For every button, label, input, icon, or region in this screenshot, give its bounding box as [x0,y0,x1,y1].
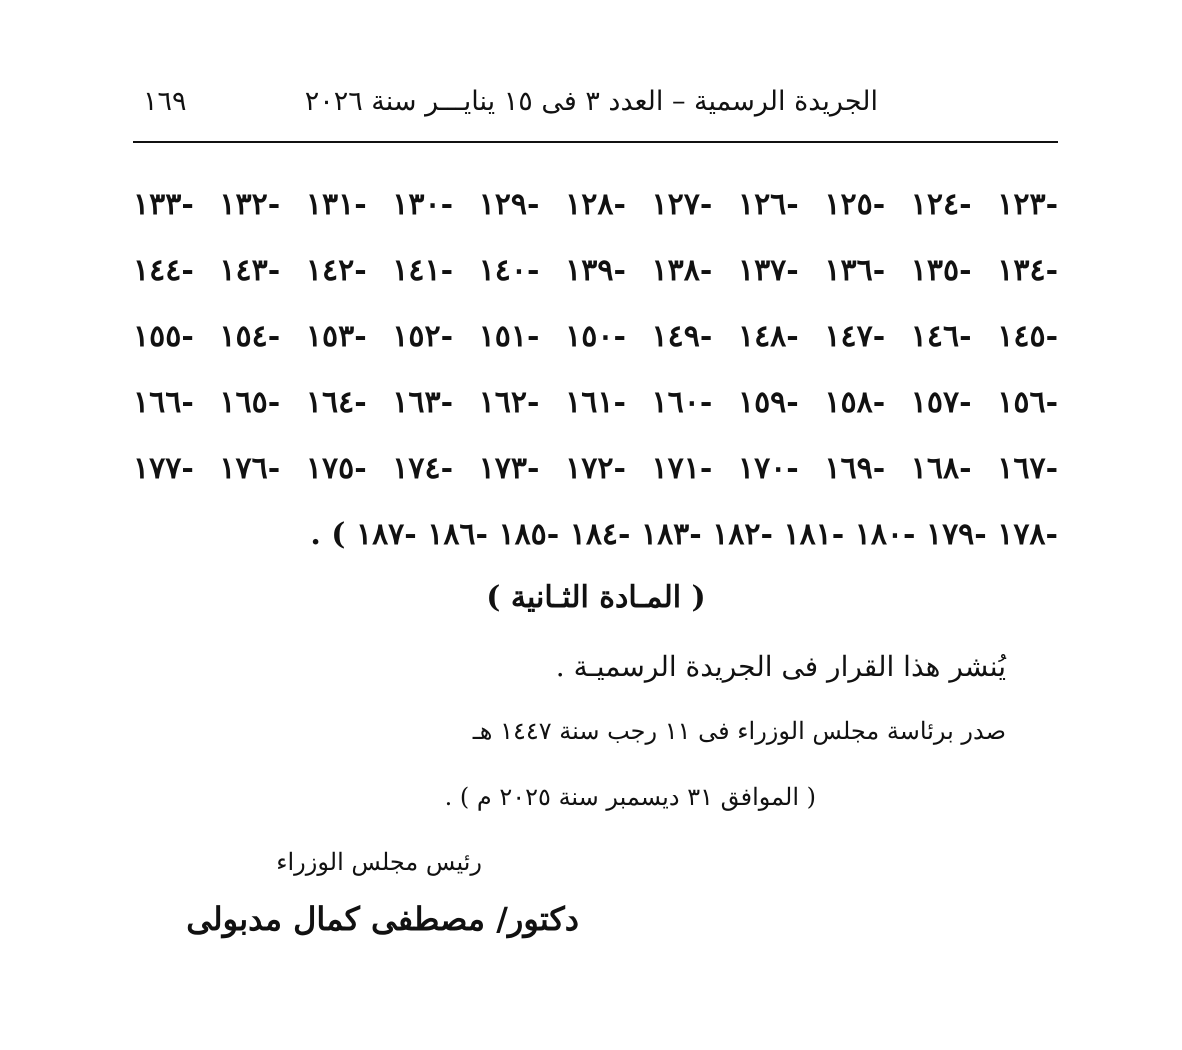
article-numbers-list [133,180,1058,576]
numbers-line-1: -١٢٣ -١٢٤ -١٢٥ -١٢٦ -١٢٧ -١٢٨ -١٢٩ -١٣٠ -١٣١ -١٣٢ -١٣٣ [133,187,1058,222]
numbers-line-3: -١٤٥ -١٤٦ -١٤٧ -١٤٨ -١٤٩ -١٥٠ -١٥١ -١٥٢ -١٥٣ -١٥٤ -١٥٥ [133,319,1058,354]
page-header [133,86,1058,130]
header-title: الجريدة الرسمية – العدد ٣ فى ١٥ ينايـــر سنة ٢٠٢٦ [304,86,878,117]
publish-statement: يُنشر هذا القرار فى الجريدة الرسميـة . [555,650,1006,683]
header-divider [133,141,1058,143]
article-heading: ( المـادة الثـانية ) [486,580,706,615]
corresponding-date: ( الموافق ٣١ ديسمبر سنة ٢٠٢٥ م ) . [444,783,816,811]
numbers-line-2: -١٣٤ -١٣٥ -١٣٦ -١٣٧ -١٣٨ -١٣٩ -١٤٠ -١٤١ -١٤٢ -١٤٣ -١٤٤ [133,253,1058,288]
numbers-line-6: -١٧٨ -١٧٩ -١٨٠ -١٨١ -١٨٢ -١٨٣ -١٨٤ -١٨٥ -١٨٦ -١٨٧ ) . [310,517,1058,552]
numbers-line-5: -١٦٧ -١٦٨ -١٦٩ -١٧٠ -١٧١ -١٧٢ -١٧٣ -١٧٤ -١٧٥ -١٧٦ -١٧٧ [133,451,1058,486]
page-number: ١٦٩ [143,86,187,117]
signer-title: رئيس مجلس الوزراء [276,848,482,876]
issued-statement: صدر برئاسة مجلس الوزراء فى ١١ رجب سنة ١٤٤٧ هـ [472,717,1006,745]
numbers-line-4: -١٥٦ -١٥٧ -١٥٨ -١٥٩ -١٦٠ -١٦١ -١٦٢ -١٦٣ -١٦٤ -١٦٥ -١٦٦ [133,385,1058,420]
signer-name: دكتور/ مصطفى كمال مدبولى [186,900,579,938]
